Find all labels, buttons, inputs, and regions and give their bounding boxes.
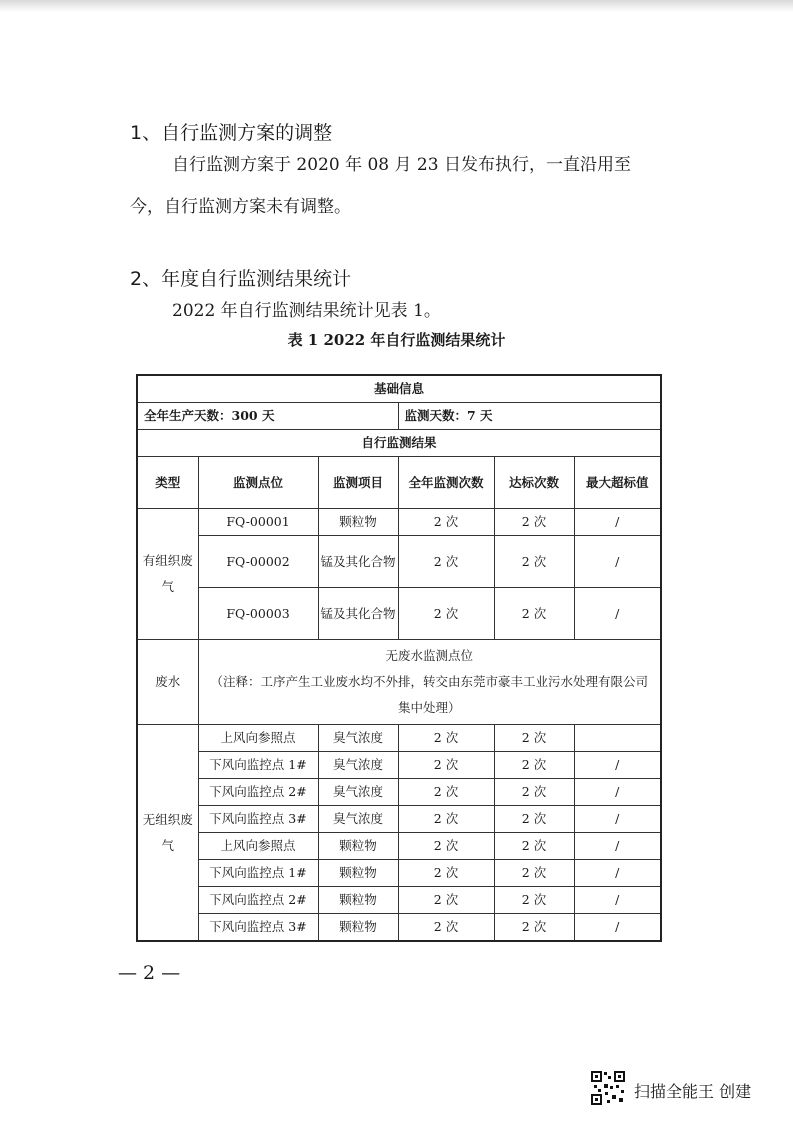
- point-cell: 下风向监控点 2#: [198, 887, 318, 914]
- item-cell: 臭气浓度: [318, 806, 398, 833]
- column-header: 全年监测次数: [398, 457, 494, 509]
- results-header: 自行监测结果: [137, 430, 661, 457]
- max-cell: /: [574, 509, 661, 536]
- section-2-para: 2022 年自行监测结果统计见表 1。: [172, 301, 441, 321]
- point-cell: 上风向参照点: [198, 833, 318, 860]
- column-header: 类型: [137, 457, 198, 509]
- table-row: [137, 588, 661, 640]
- max-cell: [574, 725, 661, 752]
- wastewater-note-cell: [198, 640, 661, 725]
- max-cell: /: [574, 806, 661, 833]
- pass-cell: 2 次: [494, 509, 574, 536]
- point-cell: FQ-00001: [198, 509, 318, 536]
- count-cell: 2 次: [398, 860, 494, 887]
- max-cell: /: [574, 887, 661, 914]
- item-cell: 锰及其化合物: [318, 536, 398, 588]
- table-row: [137, 640, 661, 725]
- count-cell: 2 次: [398, 752, 494, 779]
- count-cell: 2 次: [398, 887, 494, 914]
- table-row: [137, 509, 661, 536]
- wastewater-line1: 无废水监测点位: [385, 648, 474, 663]
- max-cell: /: [574, 779, 661, 806]
- table-row: [137, 375, 661, 403]
- section-1-title: 1、自行监测方案的调整: [130, 122, 333, 144]
- section-2-title: 2、年度自行监测结果统计: [130, 268, 352, 290]
- monitoring-results-table: [136, 374, 662, 942]
- column-header-row: [137, 457, 661, 509]
- count-cell: 2 次: [398, 588, 494, 640]
- table-row: [137, 833, 661, 860]
- pass-cell: 2 次: [494, 914, 574, 942]
- type-cell-organized: 有组织废气: [137, 509, 198, 640]
- max-cell: /: [574, 833, 661, 860]
- scanner-watermark: [590, 1070, 770, 1110]
- item-cell: 臭气浓度: [318, 779, 398, 806]
- table-row: [137, 779, 661, 806]
- pass-cell: 2 次: [494, 752, 574, 779]
- column-header: 达标次数: [494, 457, 574, 509]
- table-caption: 表 1 2022 年自行监测结果统计: [287, 331, 506, 349]
- item-cell: 颗粒物: [318, 914, 398, 942]
- table-row: [137, 725, 661, 752]
- max-cell: /: [574, 860, 661, 887]
- table-row: [137, 860, 661, 887]
- pass-cell: 2 次: [494, 860, 574, 887]
- type-cell-unorganized: 无组织废气: [137, 725, 198, 942]
- item-cell: 臭气浓度: [318, 752, 398, 779]
- wastewater-line2: （注释：工序产生工业废水均不外排，转交由东莞市豪丰工业污水处理有限公司集中处理）: [210, 674, 649, 715]
- pass-cell: 2 次: [494, 806, 574, 833]
- item-cell: 颗粒物: [318, 833, 398, 860]
- table-row: [137, 430, 661, 457]
- column-header: 监测点位: [198, 457, 318, 509]
- max-cell: /: [574, 588, 661, 640]
- basic-info-header: 基础信息: [137, 375, 661, 403]
- count-cell: 2 次: [398, 536, 494, 588]
- qr-code-icon: [590, 1070, 626, 1106]
- page-top-edge: [0, 0, 793, 12]
- item-cell: 锰及其化合物: [318, 588, 398, 640]
- point-cell: FQ-00002: [198, 536, 318, 588]
- pass-cell: 2 次: [494, 887, 574, 914]
- count-cell: 2 次: [398, 509, 494, 536]
- count-cell: 2 次: [398, 806, 494, 833]
- count-cell: 2 次: [398, 833, 494, 860]
- point-cell: FQ-00003: [198, 588, 318, 640]
- column-header: 最大超标值: [574, 457, 661, 509]
- pass-cell: 2 次: [494, 833, 574, 860]
- pass-cell: 2 次: [494, 536, 574, 588]
- column-header: 监测项目: [318, 457, 398, 509]
- point-cell: 下风向监控点 1#: [198, 860, 318, 887]
- pass-cell: 2 次: [494, 779, 574, 806]
- count-cell: 2 次: [398, 725, 494, 752]
- table-row: [137, 752, 661, 779]
- watermark-text: 扫描全能王 创建: [634, 1082, 752, 1101]
- count-cell: 2 次: [398, 779, 494, 806]
- point-cell: 下风向监控点 2#: [198, 779, 318, 806]
- section-1-para-line1: 自行监测方案于 2020 年 08 月 23 日发布执行，一直沿用至: [172, 155, 631, 175]
- point-cell: 上风向参照点: [198, 725, 318, 752]
- page-number: — 2 —: [118, 962, 181, 984]
- table-row: [137, 914, 661, 942]
- production-days-cell: 全年生产天数：300 天: [137, 403, 398, 430]
- max-cell: /: [574, 752, 661, 779]
- item-cell: 颗粒物: [318, 860, 398, 887]
- item-cell: 颗粒物: [318, 509, 398, 536]
- monitoring-days-cell: 监测天数：7 天: [398, 403, 661, 430]
- max-cell: /: [574, 536, 661, 588]
- count-cell: 2 次: [398, 914, 494, 942]
- type-cell-wastewater: 废水: [137, 640, 198, 725]
- point-cell: 下风向监控点 3#: [198, 914, 318, 942]
- point-cell: 下风向监控点 3#: [198, 806, 318, 833]
- item-cell: 颗粒物: [318, 887, 398, 914]
- max-cell: /: [574, 914, 661, 942]
- point-cell: 下风向监控点 1#: [198, 752, 318, 779]
- pass-cell: 2 次: [494, 725, 574, 752]
- table-row: [137, 403, 661, 430]
- table-row: [137, 806, 661, 833]
- section-1-para-line2: 今，自行监测方案未有调整。: [130, 197, 351, 217]
- table-row: [137, 887, 661, 914]
- item-cell: 臭气浓度: [318, 725, 398, 752]
- table-row: [137, 536, 661, 588]
- pass-cell: 2 次: [494, 588, 574, 640]
